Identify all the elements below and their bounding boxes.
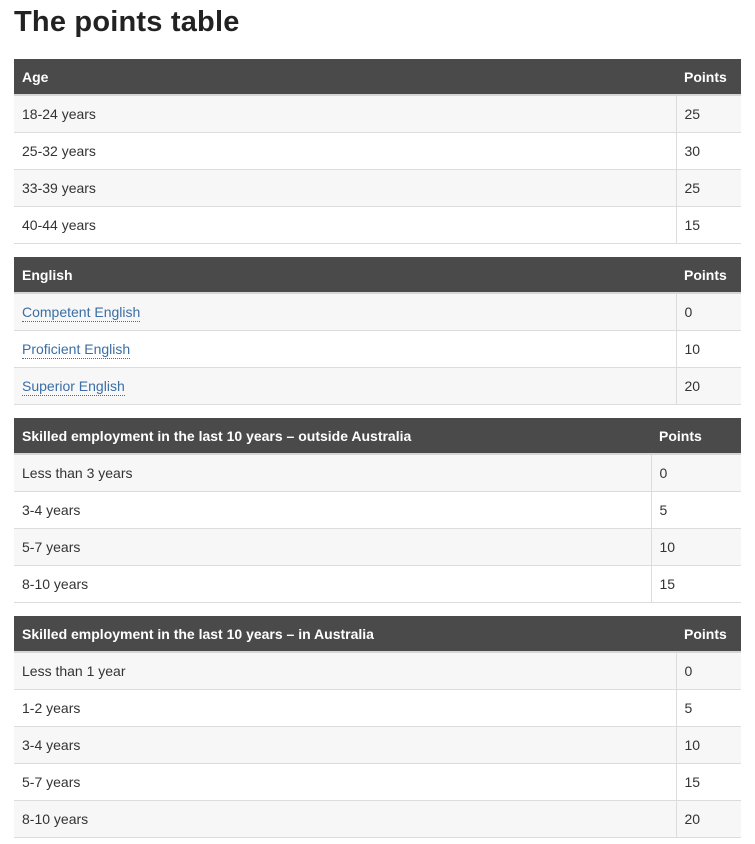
table-row (14, 454, 741, 492)
row-points: 0 (676, 652, 741, 690)
points-heading: Points (676, 616, 741, 652)
row-points: 10 (651, 529, 741, 566)
table-row (14, 492, 741, 529)
row-label: Less than 1 year (14, 652, 676, 690)
table-row (14, 764, 741, 801)
table-row (14, 293, 741, 331)
table-row (14, 331, 741, 368)
row-label: 3-4 years (14, 492, 651, 529)
table-header-row (14, 257, 741, 293)
page-title: The points table (14, 6, 240, 38)
table-row (14, 133, 741, 170)
age-table (14, 59, 741, 244)
points-heading: Points (676, 59, 741, 95)
table-row (14, 652, 741, 690)
table-row (14, 801, 741, 838)
row-points: 0 (651, 454, 741, 492)
table-row (14, 566, 741, 603)
english-table (14, 257, 741, 405)
row-label: 8-10 years (14, 801, 676, 838)
row-label: 33-39 years (14, 170, 676, 207)
table-header-row (14, 418, 741, 454)
points-heading: Points (651, 418, 741, 454)
row-label: 8-10 years (14, 566, 651, 603)
row-label-cell (14, 293, 676, 331)
points-heading: Points (676, 257, 741, 293)
proficient-english-link[interactable]: Proficient English (22, 341, 131, 357)
row-label: 1-2 years (14, 690, 676, 727)
row-points: 5 (651, 492, 741, 529)
row-points: 20 (676, 801, 741, 838)
row-label: 5-7 years (14, 764, 676, 801)
superior-english-link[interactable]: Superior English (22, 378, 125, 394)
row-points: 30 (676, 133, 741, 170)
row-points: 0 (676, 293, 741, 331)
table-row (14, 727, 741, 764)
employment-outside-heading: Skilled employment in the last 10 years – outside Australia (14, 418, 651, 454)
table-row (14, 170, 741, 207)
employment-australia-table (14, 616, 741, 838)
table-header-row (14, 616, 741, 652)
row-label: 3-4 years (14, 727, 676, 764)
employment-outside-table (14, 418, 741, 603)
table-row (14, 529, 741, 566)
row-label: 18-24 years (14, 95, 676, 133)
table-row (14, 95, 741, 133)
table-row (14, 207, 741, 244)
table-row (14, 690, 741, 727)
row-label: 40-44 years (14, 207, 676, 244)
row-points: 10 (676, 331, 741, 368)
row-points: 10 (676, 727, 741, 764)
row-points: 25 (676, 95, 741, 133)
row-points: 15 (651, 566, 741, 603)
row-label-cell (14, 368, 676, 405)
row-points: 5 (676, 690, 741, 727)
row-label: Less than 3 years (14, 454, 651, 492)
row-label: 25-32 years (14, 133, 676, 170)
table-row (14, 368, 741, 405)
age-heading: Age (14, 59, 676, 95)
row-label: 5-7 years (14, 529, 651, 566)
row-points: 15 (676, 764, 741, 801)
table-header-row (14, 59, 741, 95)
english-heading: English (14, 257, 676, 293)
employment-australia-heading: Skilled employment in the last 10 years – in Australia (14, 616, 676, 652)
row-label-cell (14, 331, 676, 368)
row-points: 25 (676, 170, 741, 207)
row-points: 20 (676, 368, 741, 405)
row-points: 15 (676, 207, 741, 244)
competent-english-link[interactable]: Competent English (22, 304, 141, 320)
